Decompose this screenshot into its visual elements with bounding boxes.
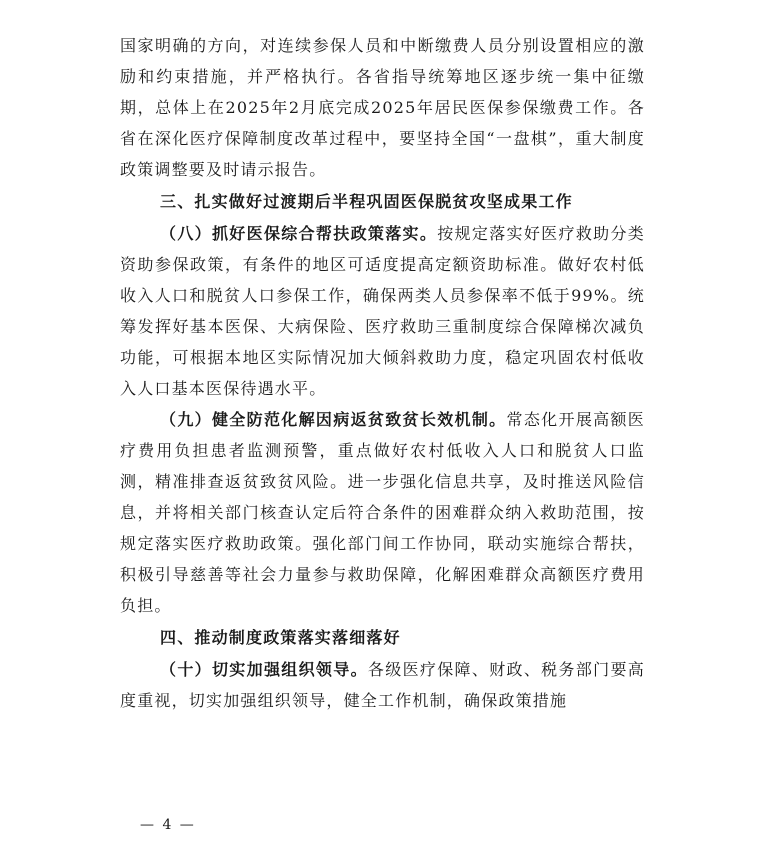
paragraph-text: 按规定落实好医疗救助分类资助参保政策，有条件的地区可适度提高定额资助标准。做好农村低收入人口和脱贫人口参保工作，确保两类人员参保率不低于99%。统筹发挥好基本医保、大病保险、医疗救助三重制度综合保障梯次减负功能，可根据本地区实际情况加大倾斜救助力度，稳定巩固农村低收入人口基本医保待遇水平。 — [120, 224, 646, 398]
paragraph-text: 国家明确的方向，对连续参保人员和中断缴费人员分别设置相应的激励和约束措施，并严格执行。各省指导统筹地区逐步统一集中征缴期，总体上在2025年2月底完成2025年居民医保参保缴费工作。各省在深化医疗保障制度改革过程中，要坚持全国“一盘棋”，重大制度政策调整要及时请示报告。 — [120, 36, 645, 179]
paragraph-continuation — [120, 30, 645, 185]
paragraph-text: 各级医疗保障、财政、税务部门要高度重视，切实加强组织领导，健全工作机制，确保政策措施 — [120, 660, 646, 710]
section-heading-4 — [120, 621, 645, 654]
paragraph-item-9 — [120, 404, 645, 621]
section-heading-3 — [120, 185, 645, 218]
item-lead: （九）健全防范化解因病返贫致贫长效机制。 — [160, 410, 507, 429]
page-number: — 4 — — [140, 817, 196, 833]
item-lead: （十）切实加强组织领导。 — [160, 660, 368, 679]
paragraph-item-8 — [120, 218, 645, 404]
heading-text: 三、扎实做好过渡期后半程巩固医保脱贫攻坚成果工作 — [160, 192, 573, 211]
paragraph-item-10 — [120, 654, 645, 716]
paragraph-text: 常态化开展高额医疗费用负担患者监测预警，重点做好农村低收入人口和脱贫人口监测，精准排查返贫致贫风险。进一步强化信息共享，及时推送风险信息，并将相关部门核查认定后符合条件的困难群众纳入救助范围，按规定落实医疗救助政策。强化部门间工作协同，联动实施综合帮扶，积极引导慈善等社会力量参与救助保障，化解困难群众高额医疗费用负担。 — [120, 410, 645, 615]
item-lead: （八）抓好医保综合帮扶政策落实。 — [160, 224, 438, 243]
document-body — [120, 30, 645, 716]
heading-text: 四、推动制度政策落实落细落好 — [160, 628, 401, 647]
